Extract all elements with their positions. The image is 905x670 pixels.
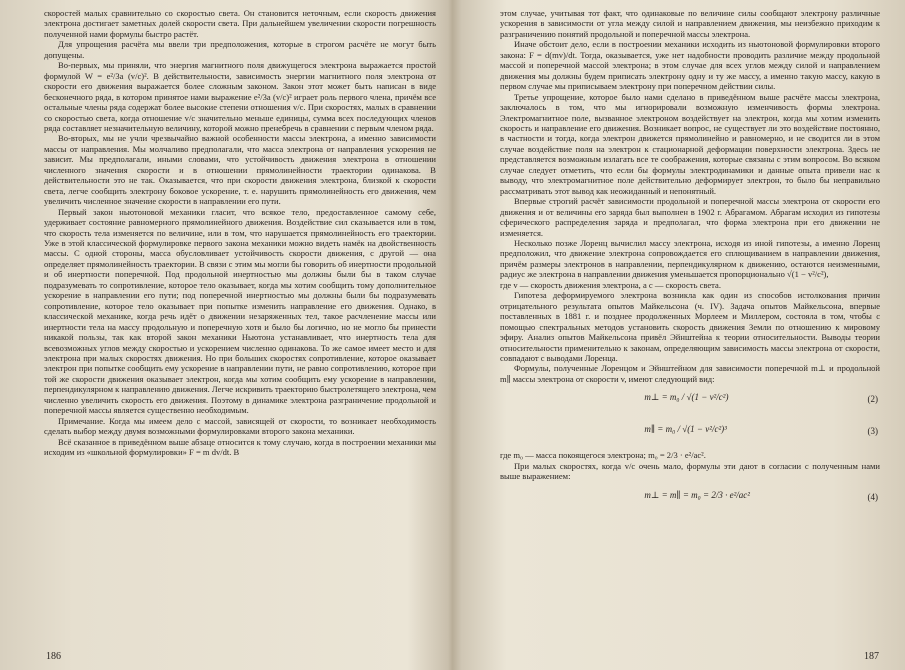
page-number-left: 186	[46, 651, 61, 662]
paragraph: Формулы, полученные Лоренцом и Эйнштейном для зависимости поперечной m⊥ и продольной m∥ массы электрона от скорости v, имеют следующий вид:	[500, 363, 880, 384]
formula-number: (3)	[867, 426, 878, 437]
formula-4	[500, 484, 880, 514]
formula-body: m⊥ = m∥ = m₀ = 2/3 · e²/ac²	[644, 489, 750, 500]
formula-number: (2)	[867, 394, 878, 405]
left-page	[44, 8, 436, 660]
paragraph: Впервые строгий расчёт зависимости продольной и поперечной массы электрона от скорости его движения и от величины его заряда был выполнен в 1902 г. Абрагамом. Абрагам исходил из гипотезы сферического распределения заряда и предполагал, что форма электрона при его движении не изменяется.	[500, 196, 880, 238]
paragraph: Гипотеза деформируемого электрона возникла как один из способов истолкования причин отрицательного результата опытов Майкельсона (ч. IV). Задача опытов Майкельсона, впервые поставленных в 1881 г. и позднее продолженных Морлеем и Миллером, состояла в том, чтобы с помощью спектральных методов установить скорость движения Земли по отношению к мировому эфиру. Анализ опытов Майкельсона привёл Эйнштейна к теории относительности. Выводы теории относительности применительно к законам, определяющим зависимость массы электрона от скорости, совпадают с выводами Лоренца.	[500, 290, 880, 363]
paragraph: Третье упрощение, которое было нами сделано в приведённом выше расчёте массы электрона, заключалось в том, что мы игнорировали возможную изменчивость формы электрона. Электромагнитное поле, вызванное электроном воздействует на электрон, когда мы хотим изменить скорость и направление его движения. Возникает вопрос, не существует ли это воздействие постоянно, в частности и тогда, когда электрон движется прямолинейно и равномерно, и не сводится ли в этом случае воздействие поля на электрон к стационарной деформации поверхности электрона. Здесь не представляется возможным излагать все те соображения, которые связаны с этим вопросом. Во всяком случае следует отметить, что если бы формулы электродинамики и данные опыта привели нас к выводу, что электромагнитное поле действительно деформирует электрон, то было бы неправильно рассматривать этот вывод как неожиданный и непонятный.	[500, 91, 880, 196]
paragraph: Несколько позже Лоренц вычислил массу электрона, исходя из иной гипотезы, а именно Лоренц предположил, что движение электрона сопровождается его сплющиванием в направлении движения, причём размеры электронов в направлении, перпендикулярном к движению, остаются неизменными, радиус же электрона в направлении движения уменьшается пропорционально √(1 − v²/c²),	[500, 237, 880, 280]
paragraph: Во-вторых, мы не учли чрезвычайно важной особенности массы электрона, а именно зависимости массы от направления. Мы молчаливо предполагали, что масса электрона от направления ускорения не зависит. Мы предполагали, иными словами, что устойчивость движения электрона в отношении численного значения скорости и в отношении прямолинейности траектории одинакова. В действительности это не так. Оказывается, что при скорости движения электрона, близкой к скорости света, легче сообщить электрону боковое ускорение, т. е. нарушить прямолинейность его движения, чем увеличить численное значение скорости в направлении его пути.	[44, 133, 436, 207]
formula-2	[500, 386, 880, 416]
note-paragraph: Примечание. Когда мы имеем дело с массой, зависящей от скорости, то возникает необходимость сделать выбор между двумя возможными формулировками второго закона механики.	[44, 415, 436, 437]
paragraph: При малых скоростях, когда v/c очень мало, формулы эти дают в согласии с полученным нами выше выражением:	[500, 460, 880, 482]
right-page	[500, 8, 880, 660]
paragraph: этом случае, учитывая тот факт, что одинаковые по величине силы сообщают электрону различные ускорения в зависимости от угла между силой и направлением движения, мы неизбежно приходим к разграничению понятий продольной и поперечной массы электрона.	[500, 8, 880, 39]
paragraph: Для упрощения расчёта мы ввели три предположения, которые в строгом расчёте не могут быть допущены.	[44, 39, 436, 60]
formula-body: m∥ = m₀ / √(1 − v²/c²)³	[644, 424, 727, 435]
formula-number: (4)	[867, 491, 878, 502]
paragraph: скоростей малых сравнительно со скоростью света. Он становится неточным, если скорость движения электрона достигает заметных долей скорости света. При дальнейшем увеличении скорости погрешность полученной нами формулы быстро растёт.	[44, 8, 436, 39]
left-page-text	[44, 8, 436, 457]
formula-3	[500, 418, 880, 448]
right-page-text	[500, 8, 880, 514]
paragraph: Всё сказанное в приведённом выше абзаце относится к тому случаю, когда в построении механики мы исходим из «школьной формулировки» F = m dv/dt. В	[44, 436, 436, 458]
formula-body: m⊥ = m₀ / √(1 − v²/c²)	[644, 392, 729, 403]
page-number-right: 187	[864, 651, 879, 662]
paragraph: Первый закон ньютоновой механики гласит, что всякое тело, предоставленное самому себе, удерживает состояние равномерного прямолинейного движения. Воздействие сил сказывается или в том, что скорость тела изменяется по величине, или в том, что нарушается прямолинейность его траектории. Уже в этой классической формулировке первого закона механики можно видеть намёк на двойственность массы. С одной стороны, масса обусловливает устойчивость скорости движения, с другой — она определяет прямолинейность траектории. В связи с этим мы могли бы говорить об инертности продольной и об инертности поперечной. Под продольной инертностью мы должны были бы в таком случае подразумевать то сопротивление, которое тело оказывает, когда мы хотим сообщить тому дополнительное ускорение в направлении его пути; под поперечной инертностью мы должны были бы подразумевать сопротивление, которое тело оказывает при попытке изменить направление его движения. Однако, в классической механике, когда речь идёт о движении незаряженных тел, такое расчленение массы или инертности тела на массу продольную и поперечную хотя и было бы логично, но не могло бы принести никакой пользы, так как второй закон механики Ньютона устанавливает, что инертность тела для всевозможных углов между скоростью и ускорением численно одинакова. То же самое имеет место и для электрона при малых скоростях движения. Но при больших скоростях сопротивление, которое оказывает электрон при попытке сообщить ему ускорение в направлении пути, не равно сопротивлению, которое при той же скорости движения оказывает электрон, когда мы хотим сообщить ему ускорение в направлении, перпендикулярном к направлению движения. Легче искривить траекторию быстролетящего электрона, чем численно увеличить скорость его движения. Поэтому в динамике электрона разграничение продольной и поперечной массы является существенно необходимым.	[44, 206, 436, 416]
paragraph: Иначе обстоит дело, если в построении механики исходить из ньютоновой формулировки второго закона: F = d(mv)/dt. Тогда, оказывается, уже нет надобности проводить различие между продольной массой и поперечной массой электрона; в этом случае для всех углов между силой и направлением движения мы должны будем приписать электрону одну и ту же массу, а именно такую массу, какую в первом случае мы приписываем электрону при поперечном действии силы.	[500, 39, 880, 92]
paragraph: где m₀ — масса покоящегося электрона; m₀ = 2/3 · e²/ac².	[500, 450, 706, 461]
paragraph: где v — скорость движения электрона, а c — скорость света.	[500, 279, 721, 290]
paragraph: Во-первых, мы приняли, что энергия магнитного поля движущегося электрона выражается простой формулой W = e²/3a (v/c)². В действительности, зависимость энергии магнитного поля электрона от скорости его движения выражается более сложным законом. Закон этот может быть написан в виде бесконечного ряда, в котором принятое нами выражение e²/3a (v/c)² играет роль первого члена, причём все остальные члены ряда содержат более высокие степени отношения v/c. При скоростях, малых в сравнении со скоростью света, когда отношение v/c значительно меньше единицы, сумма всех последующих членов ряда составляет незначительную величину, которой можно пренебречь в сравнении с первым членом ряда.	[44, 60, 436, 133]
